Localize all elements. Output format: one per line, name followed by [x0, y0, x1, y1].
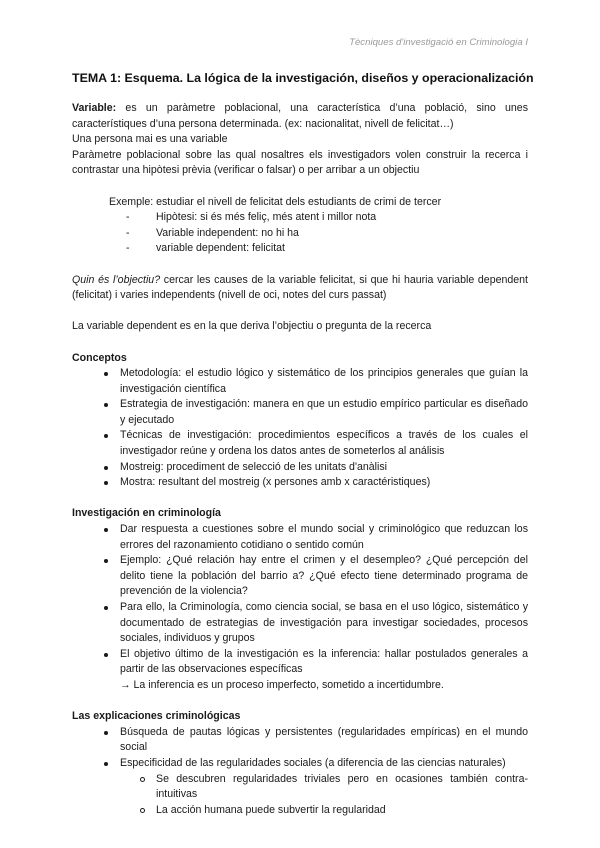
intro-line-2: Una persona mai es una variable — [72, 133, 228, 146]
explicaciones-list — [72, 725, 528, 819]
sub-list-item: Se descubren regularidades triviales pero en ocasiones también contra-intuitivas — [138, 772, 528, 803]
variable-definition — [72, 101, 528, 132]
list-item: Estrategia de investigación: manera en que un estudio empírico particular es diseñado y ejecutado — [102, 397, 528, 428]
variable-text: es un paràmetre poblacional, una característica d’una població, sino unes característiques d’una persona determinada. (ex: nacionalitat, nivell de felicitat…) — [72, 102, 528, 130]
objective-conclusion: La variable dependent es en la que deriva l’objectiu o pregunta de la recerca — [72, 320, 432, 333]
example-list — [72, 210, 528, 257]
spacer — [72, 304, 528, 320]
spacer — [72, 491, 528, 507]
list-item: Para ello, la Criminología, como ciencia social, se basa en el uso lógico, sistemático y documentado de estrategias de investigación para investigar sociedades, procesos sociales, individuos y grupos — [102, 600, 528, 647]
list-item: Ejemplo: ¿Qué relación hay entre el crimen y el desempleo? ¿Qué percepción del delito tiene la población del barrio a? ¿Qué efecto tiene determinado programa de prevención de la violencia? — [102, 553, 528, 600]
sub-list-item: La acción humana puede subvertir la regularidad — [138, 803, 528, 819]
objective-paragraph — [72, 273, 528, 304]
spacer — [72, 179, 528, 195]
objective-question: Quin és l’objectiu? — [72, 273, 161, 286]
section-heading-investigacion: Investigación en criminología — [72, 507, 221, 520]
example-item: - variable dependent: felicitat — [126, 241, 528, 257]
sub-list — [120, 772, 528, 819]
list-item: Mostra: resultant del mostreig (x persones amb x caractéristiques) — [102, 475, 528, 491]
document-body — [72, 101, 528, 818]
arrow-note: → La inferencia es un proceso imperfecto, sometido a incertidumbre. — [120, 678, 444, 691]
conceptos-list — [72, 366, 528, 491]
section-heading-conceptos: Conceptos — [72, 351, 127, 364]
investigacion-list — [72, 522, 528, 694]
example-item: - Hipòtesi: si és més feliç, més atent i millor nota — [126, 210, 528, 226]
section-heading-explicaciones: Las explicaciones criminológicas — [72, 710, 241, 723]
spacer — [72, 257, 528, 273]
intro-line-3: Paràmetre poblacional sobre las qual nosaltres els investigadors volen construir la recerca i contrastar una hipòtesi prèvia (verificar o falsar) o per arribar a un objectiu — [72, 148, 528, 177]
variable-label: Variable: — [72, 102, 117, 114]
spacer — [72, 335, 528, 351]
list-item-text: El objetivo último de la investigación es la inferencia: hallar postulados generales a partir de las observaciones específicas — [120, 647, 528, 676]
example-item: - Variable independent: no hi ha — [126, 226, 528, 242]
objective-text: cercar les causes de la variable felicitat, si que hi hauria variable dependent (felicitat) i varies independents (nivell de oci, notes del curs passat) — [72, 273, 528, 302]
list-item-text: Especificidad de las regularidades sociales (a diferencia de las ciencias naturales) — [120, 756, 506, 769]
list-item: Técnicas de investigación: procedimientos específicos a través de los cuales el investigador reúne y ordena los datos antes de someterlos al análisis — [102, 428, 528, 459]
running-header: Tècniques d'investigació en Criminologia I — [349, 37, 528, 48]
list-item: Mostreig: procediment de selecció de les unitats d'anàlisi — [102, 460, 528, 476]
list-item: Metodología: el estudio lógico y sistemático de los principios generales que guían la investigación científica — [102, 366, 528, 397]
list-item — [102, 756, 528, 818]
page-title: TEMA 1: Esquema. La lógica de la investigación, diseños y operacionalización — [72, 71, 534, 85]
example-heading: Exemple: estudiar el nivell de felicitat dels estudiants de crimi de tercer — [109, 195, 442, 208]
list-item — [102, 647, 528, 694]
list-item: Búsqueda de pautas lógicas y persistentes (regularidades empíricas) en el mundo social — [102, 725, 528, 756]
list-item: Dar respuesta a cuestiones sobre el mundo social y criminológico que reduzcan los errores del razonamiento cotidiano o sentido común — [102, 522, 528, 553]
spacer — [72, 694, 528, 710]
